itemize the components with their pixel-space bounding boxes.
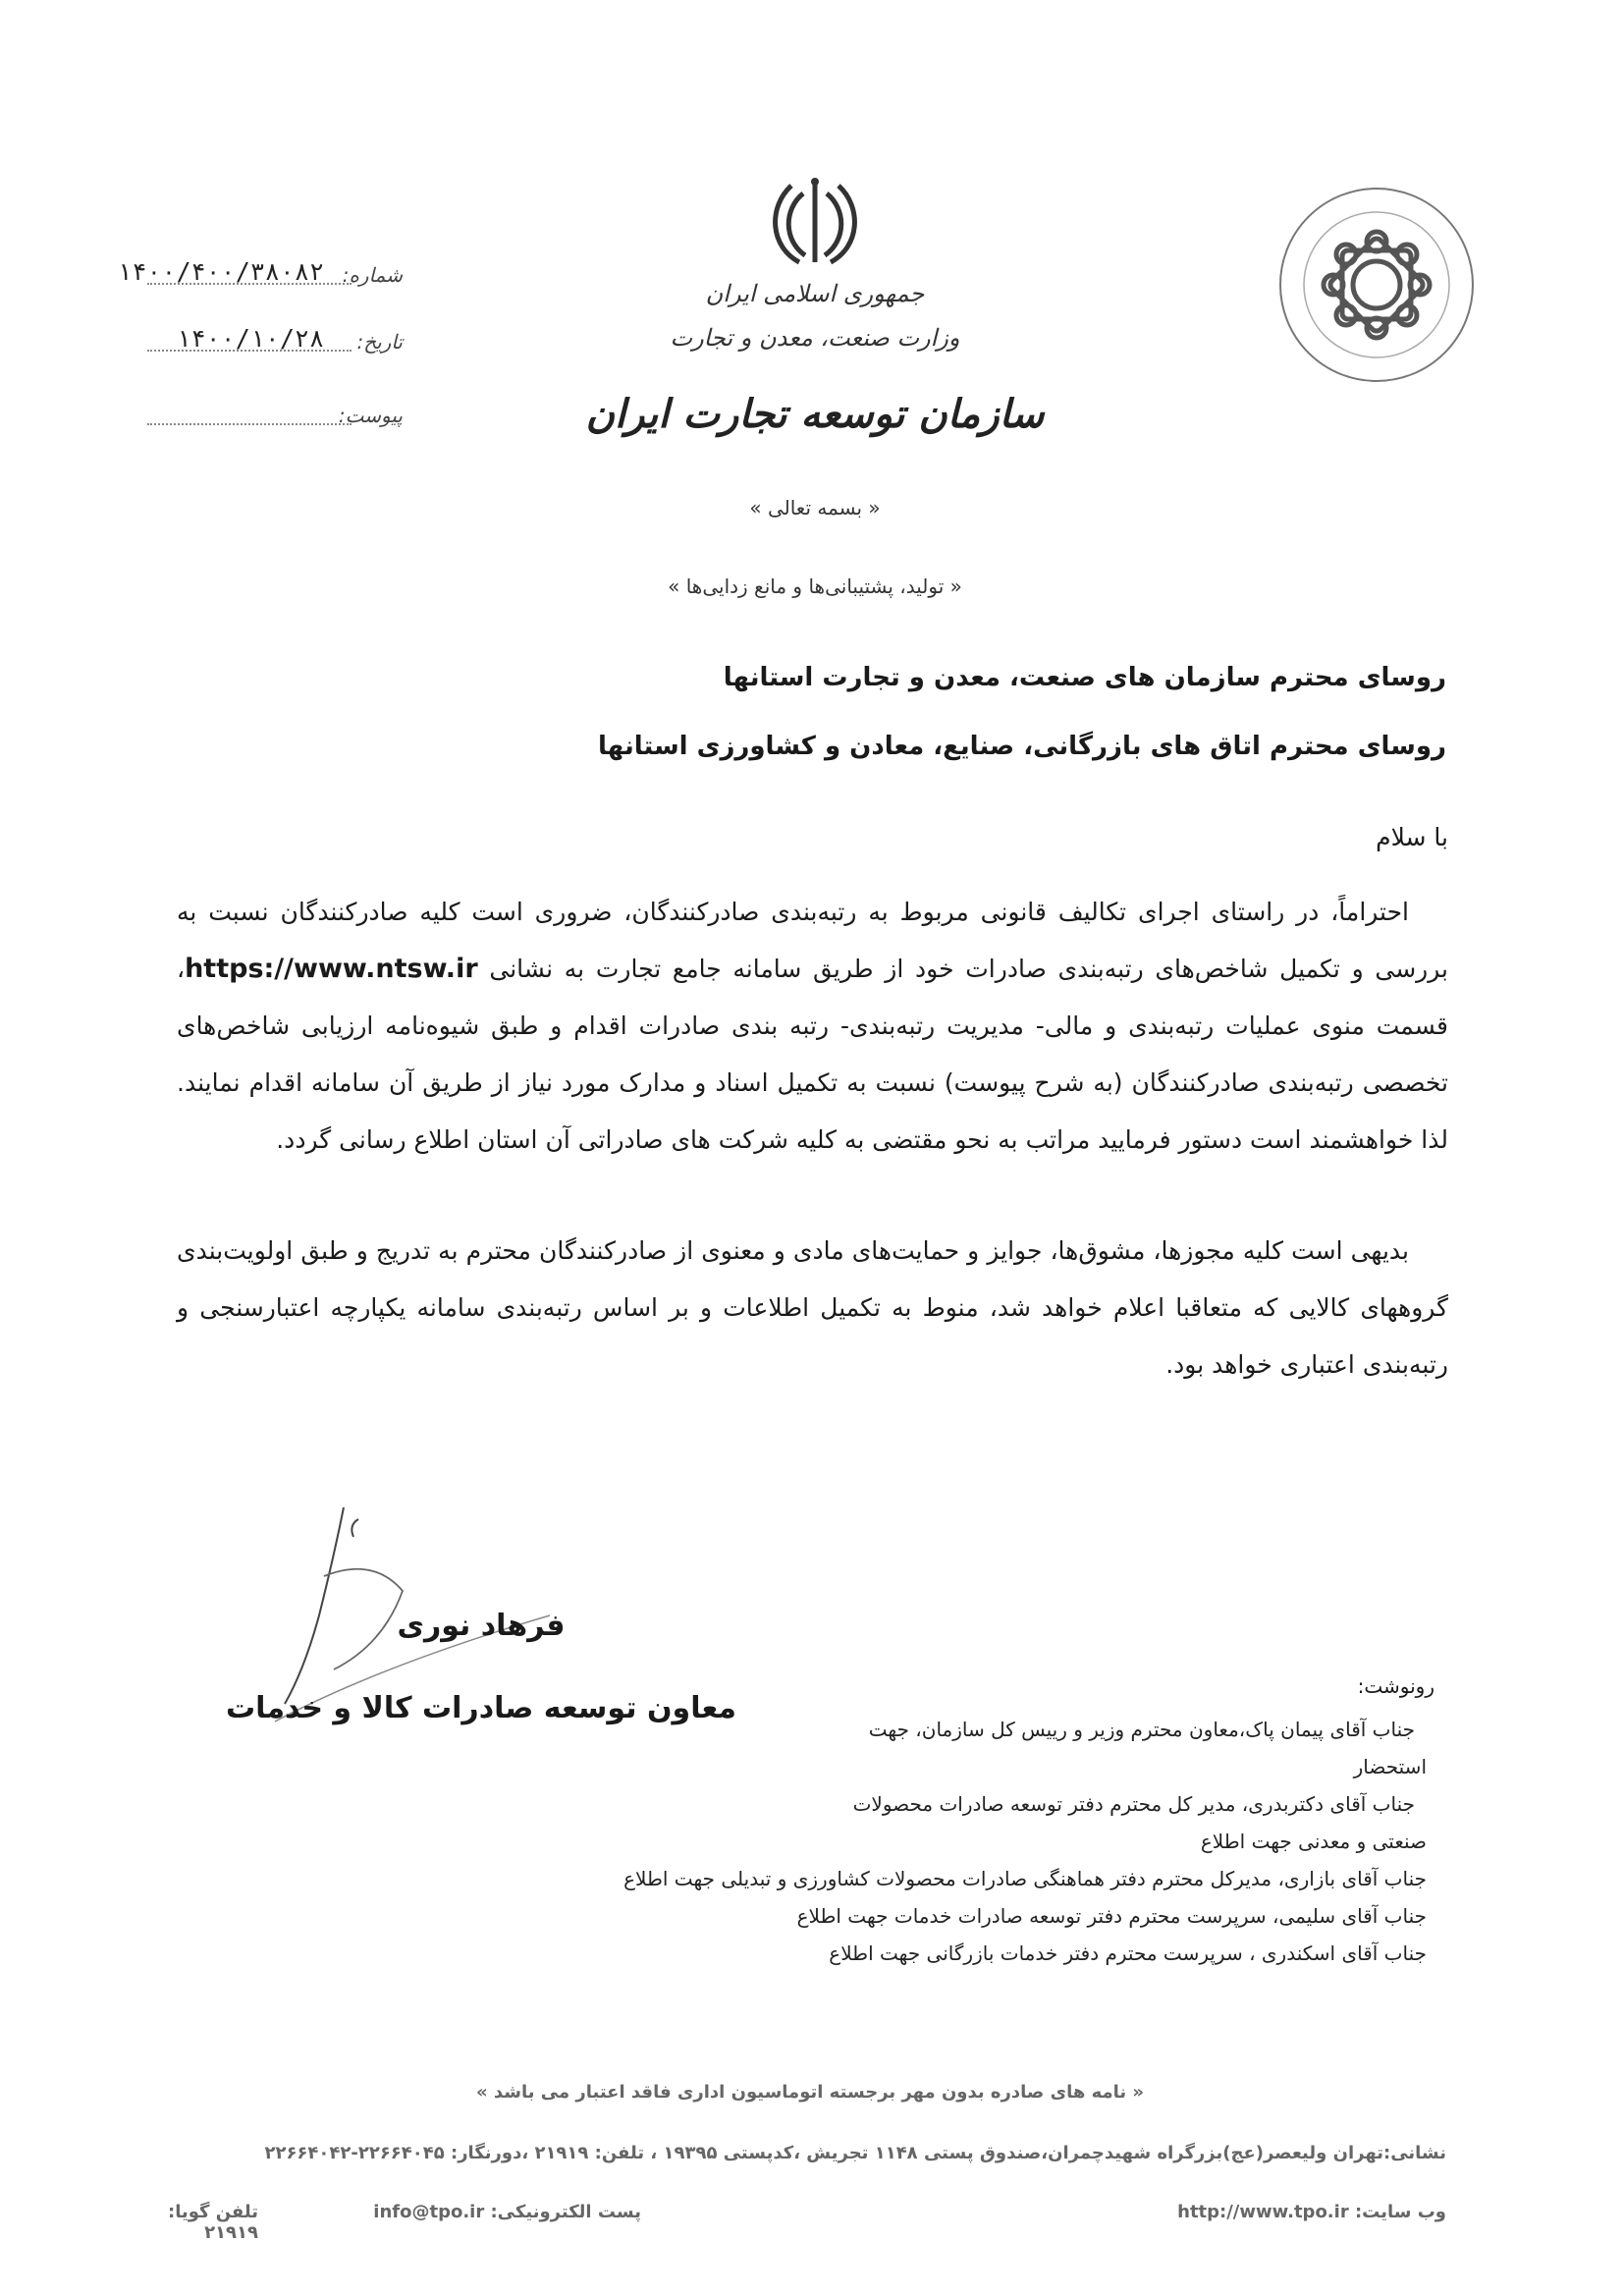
- letter-date-row: [147, 324, 403, 363]
- footer-address: نشانی:تهران ولیعصر(عج)بزرگراه شهیدچمران،صندوق پستی ۱۱۴۸ تجریش ،کدپستی ۱۹۳۹۵ ، تلفن: ۲۱۹۱۹ ،دورنگار: ۲۲۶۶۴۰۴۵-۲۲۶۶۴۰۴۲: [264, 2143, 1446, 2163]
- letter-attachment-row: [147, 398, 403, 437]
- email-link[interactable]: info@tpo.ir: [373, 2202, 485, 2222]
- paragraph-1-start: احتراماً، در راستای اجرای تکالیف قانونی مربوط به رتبه‌بندی صادرکنندگان، ضروری است کلیه صادرکنندگان نسبت به بررسی و تکمیل شاخص‌های رتبه‌بندی صادرات خود از طریق سامانه جامع تجارت به نشانی: [177, 898, 1448, 983]
- footer-website: [1054, 2202, 1446, 2222]
- organization-title: سازمان توسعه تجارت ایران: [585, 391, 1045, 437]
- body-paragraph-2: بدیهی است کلیه مجوزها، مشوق‌ها، جوایز و حمایت‌های مادی و معنوی از صادرکنندگان محترم به تدریج و طبق اولویت‌بندی گروههای کالایی که متعاقبا اعلام خواهد شد، منوط به تکمیل اطلاعات و بر اساس رتبه‌بندی سامانه یکپارچه اعتبارسنجی و رتبه‌بندی اعتباری خواهد بود.: [177, 1236, 1448, 1379]
- footer-phone: تلفن گویا: ۲۱۹۱۹: [168, 2202, 258, 2243]
- cc-item: استحضار: [1353, 1755, 1427, 1778]
- letter-date-value: ۱۴۰۰/۱۰/۲۸: [176, 324, 324, 353]
- paragraph-1-end: ، قسمت منوی عملیات رتبه‌بندی و مالی- مدیریت رتبه‌بندی- رتبه بندی صادرات اقدام و طبق شیوه‌نامه ارزیابی شاخص‌های تخصصی رتبه‌بندی صادرکنندگان (به شرح پیوست) نسبت به تکمیل اسناد و مدارک مورد نیاز از طریق آن سامانه اقدام نمایند. لذا خواهشمند است دستور فرمایید مراتب به نحو مقتضی به کلیه شرکت های صادراتی آن استان اطلاع رسانی گردد.: [177, 955, 1448, 1154]
- cc-item: جناب آقای دکتربدری، مدیر کل محترم دفتر توسعه صادرات محصولات: [852, 1792, 1415, 1816]
- letter-date-label: تاریخ:: [356, 330, 403, 354]
- website-label: وب سایت:: [1354, 2202, 1446, 2222]
- bismillah: « بسمه تعالی »: [749, 496, 881, 519]
- email-label: پست الکترونیکی:: [490, 2202, 641, 2222]
- ntsw-link[interactable]: https://www.ntsw.ir: [185, 954, 478, 984]
- tpo-seal-icon: [1276, 185, 1478, 386]
- cc-item: جناب آقای سلیمی، سرپرست محترم دفتر توسعه صادرات خدمات جهت اطلاع: [796, 1904, 1427, 1928]
- signer-title: معاون توسعه صادرات کالا و خدمات: [226, 1691, 736, 1725]
- cc-label: رونوشت:: [1357, 1674, 1434, 1698]
- iran-emblem-icon: [766, 172, 864, 270]
- letter-number-value: ۱۴۰۰/۴۰۰/۳۸۰۸۲: [117, 257, 324, 286]
- body-paragraph-1: [177, 884, 1448, 1169]
- cc-item: جناب آقای بازاری، مدیرکل محترم دفتر هماهنگی صادرات محصولات کشاورزی و تبدیلی جهت اطلاع: [623, 1867, 1427, 1890]
- validity-notice: « نامه های صادره بدون مهر برجسته اتوماسیون اداری فاقد اعتبار می باشد »: [475, 2082, 1145, 2103]
- cc-list: [523, 1711, 1427, 1972]
- dotted-line: [147, 423, 352, 425]
- slogan: « تولید، پشتیبانی‌ها و مانع زدایی‌ها »: [668, 574, 962, 598]
- cc-item: جناب آقای پیمان پاک،معاون محترم وزیر و رییس کل سازمان، جهت: [868, 1718, 1415, 1741]
- letter-number-label: شماره:: [342, 263, 403, 287]
- letter-attachment-label: پیوست:: [338, 404, 403, 427]
- signer-name: فرهاد نوری: [397, 1609, 566, 1643]
- footer-email: [268, 2202, 641, 2222]
- letter-number-row: [117, 257, 403, 297]
- cc-item: جناب آقای اسکندری ، سرپرست محترم دفتر خدمات بازرگانی جهت اطلاع: [829, 1941, 1427, 1965]
- website-link[interactable]: http://www.tpo.ir: [1177, 2202, 1349, 2222]
- ministry-title: وزارت صنعت، معدن و تجارت: [670, 324, 960, 352]
- addressee-line-1: روسای محترم سازمان های صنعت، معدن و تجارت استانها: [723, 663, 1446, 692]
- addressee-line-2: روسای محترم اتاق های بازرگانی، صنایع، معادن و کشاورزی استانها: [598, 732, 1446, 761]
- cc-item: صنعتی و معدنی جهت اطلاع: [1200, 1830, 1427, 1853]
- republic-title: جمهوری اسلامی ایران: [705, 280, 925, 307]
- greeting: با سلام: [1376, 823, 1448, 851]
